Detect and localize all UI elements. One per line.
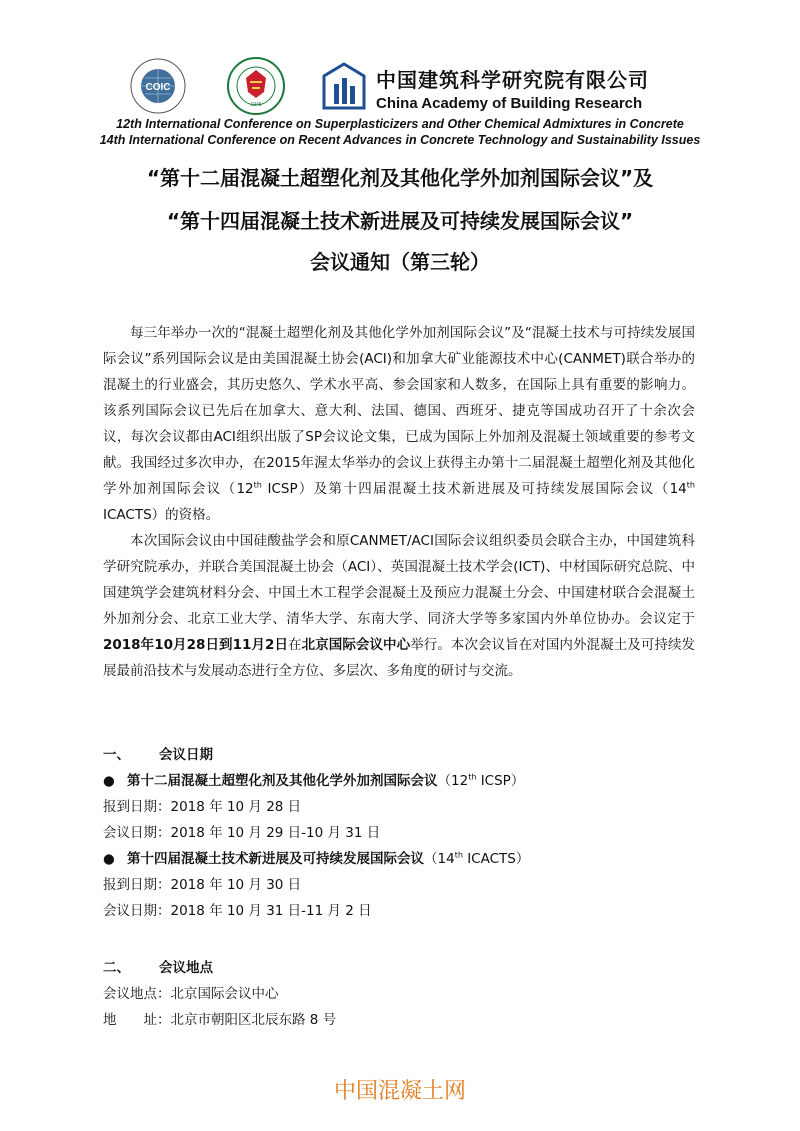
conference-line-1: 12th International Conference on Superplasticizers and Other Chemical Admixtures in Concrete: [116, 117, 684, 131]
meeting-date-1: 会议日期：2018 年 10 月 29 日-10 月 31 日: [103, 825, 381, 841]
meeting-date-2: 会议日期：2018 年 10 月 31 日-11 月 2 日: [103, 903, 372, 919]
conference-venue: 北京国际会议中心: [301, 637, 411, 653]
list-item: ● 第十四届混凝土技术新进展及可持续发展国际会议（14th ICACTS）: [103, 850, 530, 867]
section-venue: [103, 955, 336, 1033]
address-line: 地 址：北京市朝阳区北辰东路 8 号: [103, 1012, 337, 1028]
registration-date-2: 报到日期：2018 年 10 月 30 日: [103, 877, 302, 893]
section-2-heading: 二、 会议地点: [103, 960, 213, 976]
cabr-name-cn: 中国建筑科学研究院有限公司: [376, 68, 649, 92]
watermark-footer: 中国混凝土网: [333, 1079, 466, 1104]
cabr-name-en: China Academy of Building Research: [376, 95, 643, 112]
intro-paragraph-2: 本次国际会议由中国硅酸盐学会和原CANMET/ACI国际会议组织委员会联合主办，中国建筑科学研究院承办，并联合美国混凝土协会（ACI）、英国混凝土技术学会(ICT)、中材国际研究总院、中国建筑学会建筑材料分会、中国土木工程学会混凝土及预应力混凝土分会、中国建材联合会混凝土外加剂分会、北京工业大学、清华大学、东南大学、同济大学等多家国内外单位协办。会议定于2018年10月28日到11月2日在北京国际会议中心举行。本次会议旨在对国内外混凝土及可持续发展最前沿技术与发展动态进行全方位、多层次、多角度的研讨与交流。: [103, 533, 696, 679]
registration-date-1: 报到日期：2018 年 10 月 28 日: [103, 799, 302, 815]
list-item: ● 第十二届混凝土超塑化剂及其他化学外加剂国际会议（12th ICSP）: [103, 772, 525, 789]
title-line-2: “第十四届混凝土技术新进展及可持续发展国际会议”: [166, 209, 634, 233]
coic-logo-label: COIC: [145, 82, 171, 93]
venue-line: 会议地点：北京国际会议中心: [103, 986, 279, 1002]
intro-text: [103, 320, 695, 684]
conference-dates: 2018年10月28日到11月2日: [103, 637, 289, 653]
cabr-logo: [320, 62, 368, 110]
ccs-logo: [226, 56, 286, 116]
header-logos: [130, 58, 690, 118]
conference-names: [0, 116, 800, 148]
cabr-name: [376, 64, 649, 112]
intro-paragraph-1: 每三年举办一次的“混凝土超塑化剂及其他化学外加剂国际会议”及“混凝土技术与可持续发展国际会议”系列国际会议是由美国混凝土协会(ACI)和加拿大矿业能源技术中心(CANMET)联合举办的混凝土的行业盛会，其历史悠久、学术水平高、参会国家和人数多，在国际上具有重要的影响力。该系列国际会议已先后在加拿大、意大利、法国、德国、西班牙、捷克等国成功召开了十余次会议，每次会议都由ACI组织出版了SP会议论文集，已成为国际上外加剂及混凝土领域重要的参考文献。我国经过多次申办，在2015年渥太华举办的会议上获得主办第十二届混凝土超塑化剂及其他化学外加剂国际会议（12th ICSP）及第十四届混凝土技术新进展及可持续发展国际会议（14th ICACTS）的资格。: [103, 325, 695, 523]
section-1-heading: 一、 会议日期: [103, 747, 213, 763]
ccs-logo-year: 1945: [250, 102, 262, 108]
title-notice: 会议通知（第三轮）: [310, 250, 490, 274]
coic-logo: [130, 58, 186, 114]
title-line-1: “第十二届混凝土超塑化剂及其他化学外加剂国际会议”及: [146, 166, 654, 190]
section-dates: [103, 742, 529, 924]
conference-line-2: 14th International Conference on Recent Advances in Concrete Technology and Sustainability Issues: [99, 133, 701, 147]
